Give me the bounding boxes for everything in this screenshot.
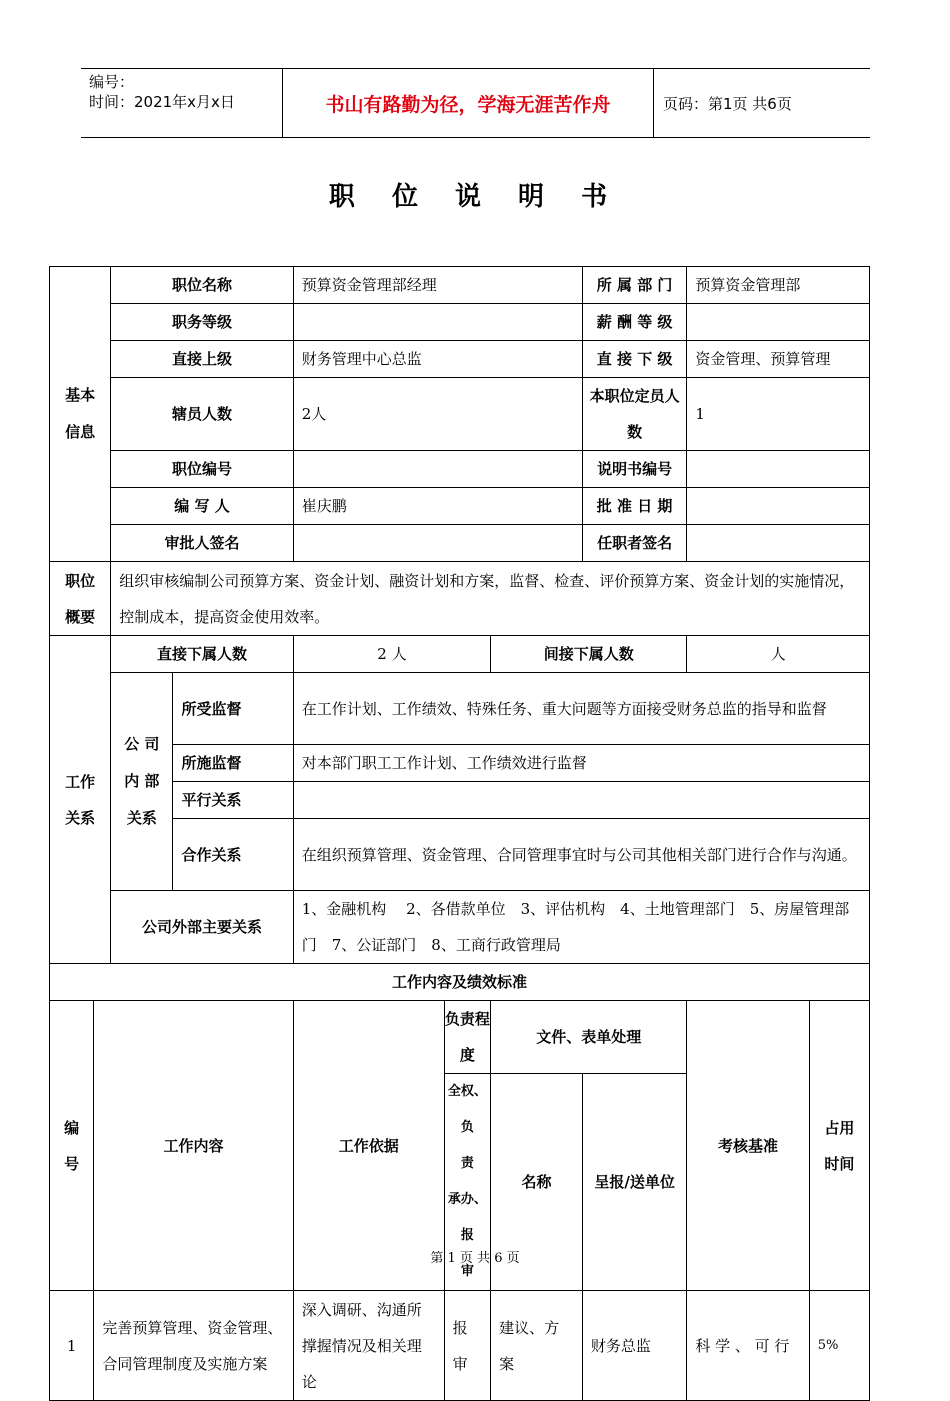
field-label: 说明书编号 [582,451,686,488]
relations-direct-row [50,636,870,673]
document-date: 时间：2021年x月x日 [89,93,235,111]
field-label: 本职位定员人数 [582,378,686,451]
summary-row [50,562,870,636]
field-label: 辖员人数 [111,378,294,451]
table-row [50,1291,870,1401]
field-value: 2人 [293,378,582,451]
col-time-line2: 时间 [824,1154,855,1173]
relations-row [50,819,870,891]
basic-row [50,488,870,525]
document-number-label: 编号： [89,73,135,91]
field-label: 直接上级 [111,341,294,378]
supervised-label: 所受监督 [173,673,293,745]
internal-label-line2: 内 部 [124,772,160,790]
field-value [293,304,582,341]
parallel-text [293,782,869,819]
field-label: 审批人签名 [111,525,294,562]
document-title: 职 位 说 明 书 [328,182,622,212]
header-meta [81,69,281,137]
work-section-title-row [50,964,870,1001]
work-row-doc-name: 建议、方案 [491,1291,583,1401]
cooperation-text: 在组织预算管理、资金管理、合同管理事宜时与公司其他相关部门进行合作与沟通。 [293,819,869,891]
basic-row [50,451,870,488]
col-standard-header: 考核基准 [687,1001,809,1291]
col-content-header: 工作内容 [94,1001,293,1291]
basic-row [50,304,870,341]
supervising-label: 所施监督 [173,745,293,782]
supervising-text: 对本部门职工工作计划、工作绩效进行监督 [293,745,869,782]
job-description-table [49,266,870,1401]
indirect-subordinates-label: 间接下属人数 [491,636,687,673]
basic-row [50,341,870,378]
work-row-time: 5% [809,1291,869,1401]
relations-row [50,673,870,745]
indirect-subordinates-value: 人 [687,636,870,673]
work-row-basis: 深入调研、沟通所撑握情况及相关理论 [293,1291,444,1401]
internal-relations-label [111,673,173,891]
summary-label [50,562,111,636]
resp-sub-line4: 审 [460,1264,474,1279]
resp-sub-line1: 全权、负 [447,1084,487,1135]
relations-label [50,636,111,964]
resp-sub-line3: 承办、报 [447,1192,487,1243]
basic-row [50,525,870,562]
field-value [687,525,870,562]
field-value: 预算资金管理部经理 [293,267,582,304]
col-doc-name-header: 名称 [491,1074,583,1291]
basic-row [50,267,870,304]
field-value [293,451,582,488]
summary-label-line2: 概要 [65,607,96,626]
external-relations-label: 公司外部主要关系 [111,891,294,964]
relations-row [50,782,870,819]
field-value: 预算资金管理部 [687,267,870,304]
col-basis-header: 工作依据 [293,1001,444,1291]
work-section-title: 工作内容及绩效标准 [50,964,870,1001]
work-row-number: 1 [50,1291,94,1401]
field-label: 所 属 部 门 [582,267,686,304]
col-time-line1: 占用 [824,1118,855,1137]
relations-label-line2: 关系 [65,808,96,827]
work-row-content: 完善预算管理、资金管理、合同管理制度及实施方案 [94,1291,293,1401]
internal-label-line3: 关系 [126,809,157,827]
resp-sub-line2: 责 [460,1156,474,1171]
relations-label-line1: 工作 [65,772,96,791]
field-label: 任职者签名 [582,525,686,562]
col-resp-header: 负责程度 [444,1001,490,1074]
field-label: 直 接 下 级 [582,341,686,378]
external-relations-text: 1、金融机构 2、各借款单位 3、评估机构 4、土地管理部门 5、房屋管理部门 7、公证部门 8、工商行政管理局 [293,891,869,964]
cooperation-label: 合作关系 [173,819,293,891]
page-header [81,68,870,138]
work-header-row [50,1001,870,1074]
basic-label-line2: 信息 [65,423,96,441]
field-value [687,304,870,341]
relations-external-row [50,891,870,964]
field-value [687,488,870,525]
header-motto: 书山有路勤为径，学海无涯苦作舟 [282,69,654,137]
field-value [687,451,870,488]
page-footer: 第 1 页 共 6 页 [430,1251,520,1266]
field-value: 资金管理、预算管理 [687,341,870,378]
field-label: 编 写 人 [111,488,294,525]
col-docs-header: 文件、表单处理 [491,1001,687,1074]
field-value: 崔庆鹏 [293,488,582,525]
col-number-line2: 号 [64,1154,80,1173]
direct-subordinates-label: 直接下属人数 [111,636,294,673]
basic-label-line1: 基本 [65,386,96,404]
summary-label-line1: 职位 [65,571,96,590]
basic-row [50,378,870,451]
field-label: 职务等级 [111,304,294,341]
col-number-line1: 编 [64,1118,80,1137]
work-row-resp: 报审 [444,1291,490,1401]
field-value [293,525,582,562]
field-label: 批 准 日 期 [582,488,686,525]
direct-subordinates-value: 2 人 [293,636,490,673]
field-value: 1 [687,378,870,451]
field-label: 职位编号 [111,451,294,488]
field-value: 财务管理中心总监 [293,341,582,378]
field-label: 薪 酬 等 级 [582,304,686,341]
parallel-label: 平行关系 [173,782,293,819]
col-doc-unit-header: 呈报/送单位 [582,1074,686,1291]
header-page-code: 页码：第1页 共6页 [663,94,792,113]
summary-text: 组织审核编制公司预算方案、资金计划、融资计划和方案，监督、检查、评价预算方案、资金计划的实施情况，控制成本，提高资金使用效率。 [111,562,870,636]
basic-info-label [50,267,111,562]
work-row-doc-unit: 财务总监 [582,1291,686,1401]
relations-row [50,745,870,782]
work-row-standard: 科 学 、 可 行 [687,1291,809,1401]
supervised-text: 在工作计划、工作绩效、特殊任务、重大问题等方面接受财务总监的指导和监督 [293,673,869,745]
internal-label-line1: 公 司 [124,735,160,753]
field-label: 职位名称 [111,267,294,304]
